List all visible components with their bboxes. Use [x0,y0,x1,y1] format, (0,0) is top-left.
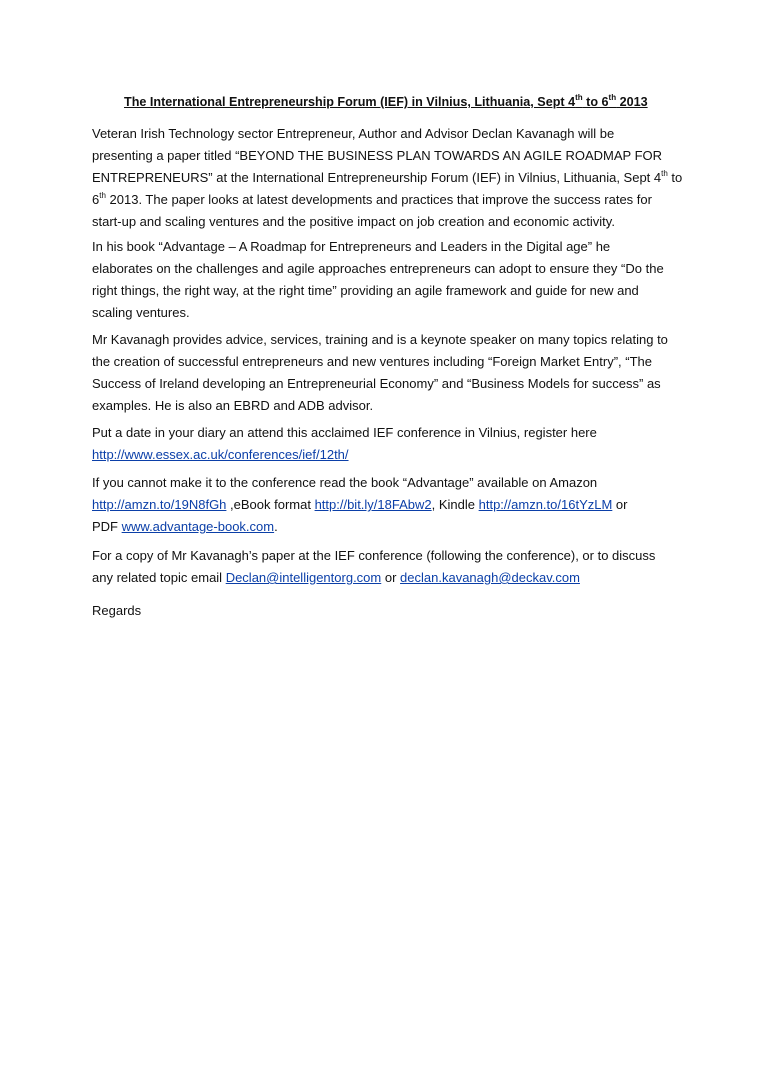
text-segment: 6 [92,192,100,207]
text-segment: ENTREPRENEURS” at the International Entrepreneurship Forum (IEF) in Vilnius, Lithuania, Sept 4 [92,170,662,185]
email-link-intelligentorg[interactable]: Declan@intelligentorg.com [225,570,382,585]
document-title [124,92,684,112]
paragraph-book [92,236,682,324]
text-line: For a copy of Mr Kavanagh’s paper at the IEF conference (following the conference), or to discuss [92,548,656,563]
superscript: th [99,191,106,200]
text-line: scaling ventures. [92,305,190,320]
text-line: examples. He is also an EBRD and ADB advisor. [92,398,374,413]
text-line [92,494,682,516]
register-link[interactable]: http://www.essex.ac.uk/conferences/ief/12th/ [92,447,349,462]
text-line: presenting a paper titled “BEYOND THE BUSINESS PLAN TOWARDS AN AGILE ROADMAP FOR [92,148,663,163]
paragraph-register [92,422,682,466]
title-text: to 6 [582,95,609,109]
text-segment: , Kindle [431,497,479,512]
paragraph-intro [92,123,682,233]
text-segment: . [274,519,278,534]
text-segment: or [612,497,628,512]
ebook-link[interactable]: http://bit.ly/18FAbw2 [314,497,432,512]
paragraph-book-links [92,472,682,538]
amazon-link[interactable]: http://amzn.to/19N8fGh [92,497,227,512]
text-line: Put a date in your diary an attend this acclaimed IEF conference in Vilnius, register here [92,425,597,440]
title-text: The International Entrepreneurship Forum (IEF) in Vilnius, Lithuania, Sept 4 [124,95,576,109]
text-segment: 2013. The paper looks at latest developments and practices that improve the success rates for [105,192,652,207]
text-line: Regards [92,603,142,618]
text-line: elaborates on the challenges and agile approaches entrepreneurs can adopt to ensure they “Do the [92,261,664,276]
text-segment: ,eBook format [226,497,315,512]
text-line: In his book “Advantage – A Roadmap for Entrepreneurs and Leaders in the Digital age” he [92,239,611,254]
text-line [92,167,682,189]
text-line: right things, the right way, at the right time” providing an agile framework and guide for new and [92,283,639,298]
superscript: th [661,169,668,178]
text-segment: to [667,170,683,185]
text-line [92,444,682,466]
closing-regards [92,600,682,622]
text-line: start-up and scaling ventures and the positive impact on job creation and economic activity. [92,214,615,229]
kindle-link[interactable]: http://amzn.to/16tYzLM [478,497,613,512]
text-line [92,516,682,538]
text-segment: any related topic email [92,570,226,585]
title-text: 2013 [616,95,648,109]
text-line: If you cannot make it to the conference read the book “Advantage” available on Amazon [92,475,598,490]
text-segment: PDF [92,519,122,534]
text-line: Mr Kavanagh provides advice, services, training and is a keynote speaker on many topics relating to [92,332,668,347]
text-line [92,189,682,211]
text-line: Veteran Irish Technology sector Entrepreneur, Author and Advisor Declan Kavanagh will be [92,126,615,141]
email-link-deckav[interactable]: declan.kavanagh@deckav.com [400,570,580,585]
text-segment: or [381,570,401,585]
text-line: Success of Ireland developing an Entrepreneurial Economy” and “Business Models for success” as [92,376,661,391]
text-line: the creation of successful entrepreneurs and new ventures including “Foreign Market Entry”, “The [92,354,652,369]
text-line [92,567,682,589]
paragraph-services [92,329,682,417]
pdf-link[interactable]: www.advantage-book.com [121,519,275,534]
paragraph-contact [92,545,682,589]
title-superscript: th [608,93,617,102]
title-superscript: th [575,93,583,102]
